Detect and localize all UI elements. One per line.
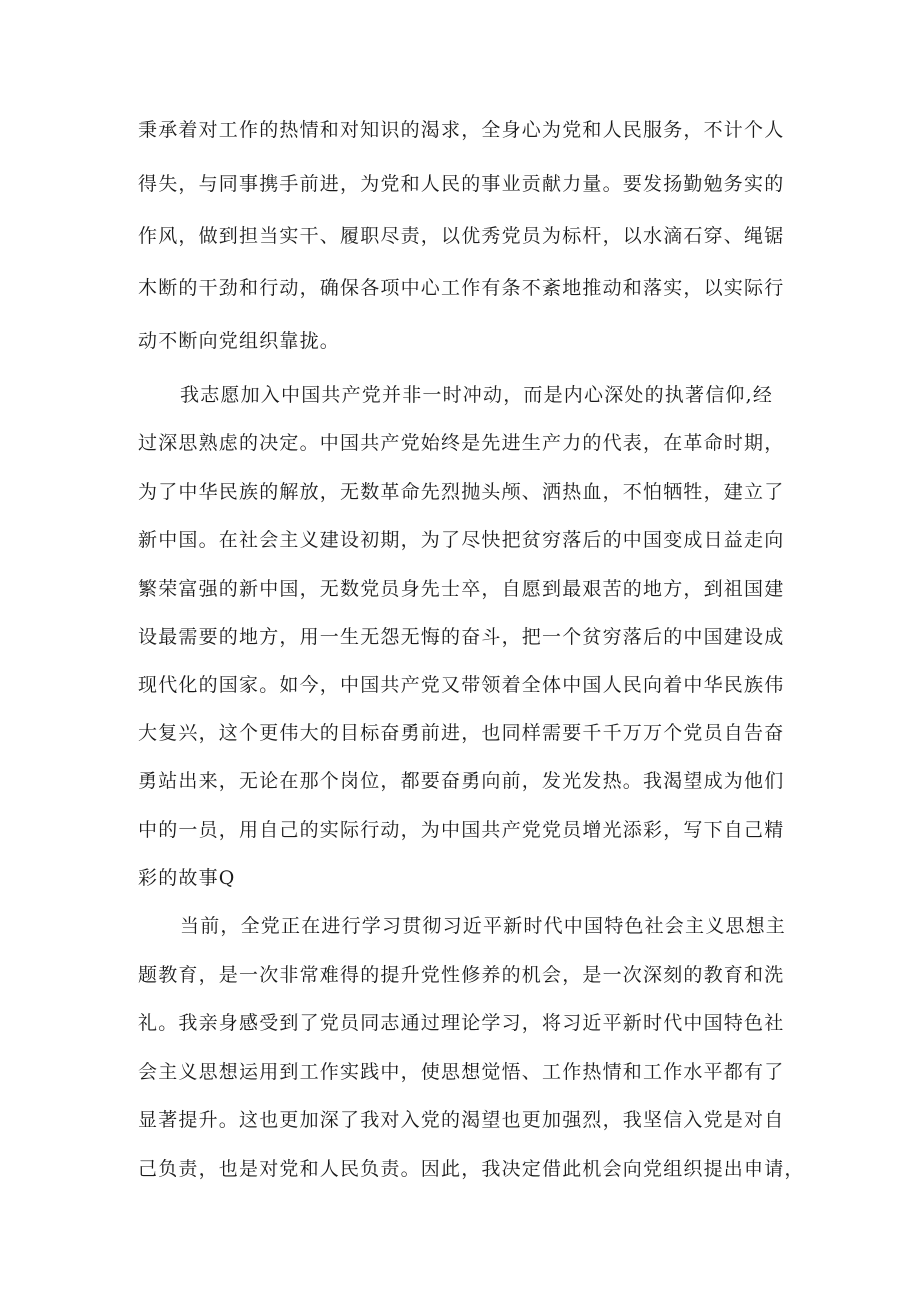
paragraph-3-line-3: 礼。我亲身感受到了党员同志通过理论学习，将习近平新时代中国特色社 xyxy=(138,1012,785,1034)
paragraph-1-line-4: 木断的干劲和行动，确保各项中心工作有条不紊地推动和落实，以实际行 xyxy=(138,277,785,299)
paragraph-2-line-10: 中的一员，用自己的实际行动，为中国共产党党员增光添彩，写下自己精 xyxy=(138,819,785,841)
paragraph-2-line-4: 新中国。在社会主义建设初期，为了尽快把贫穷落后的中国变成日益走向 xyxy=(138,529,785,551)
paragraph-2-line-5: 繁荣富强的新中国，无数党员身先士卒，自愿到最艰苦的地方，到祖国建 xyxy=(138,578,785,600)
paragraph-2-line-2: 过深思熟虑的决定。中国共产党始终是先进生产力的代表，在革命时期， xyxy=(138,432,785,454)
paragraph-1-line-5: 动不断向党组织靠拢。 xyxy=(138,330,341,352)
paragraph-3-line-4: 会主义思想运用到工作实践中，使思想觉悟、工作热情和工作水平都有了 xyxy=(138,1061,785,1083)
paragraph-3-line-5: 显著提升。这也更加深了我对入党的渴望也更加强烈，我坚信入党是对自 xyxy=(138,1109,785,1131)
paragraph-2-line-11: 彩的故事Q xyxy=(138,867,236,889)
paragraph-2-line-7: 现代化的国家。如今，中国共产党又带领着全体中国人民向着中华民族伟 xyxy=(138,674,785,696)
paragraph-1-line-3: 作风，做到担当实干、履职尽责，以优秀党员为标杆，以水滴石穿、绳锯 xyxy=(138,225,785,247)
paragraph-2-line-8: 大复兴，这个更伟大的目标奋勇前进，也同样需要千千万万个党员自告奋 xyxy=(138,722,785,744)
paragraph-2-line-1: 我志愿加入中国共产党并非一时冲动，而是内心深处的执著信仰,经 xyxy=(180,384,774,406)
paragraph-2-line-3: 为了中华民族的解放，无数革命先烈抛头颅、洒热血，不怕牺牲，建立了 xyxy=(138,481,785,503)
paragraph-2-line-9: 勇站出来，无论在那个岗位，都要奋勇向前，发光发热。我渴望成为他们 xyxy=(138,770,785,792)
paragraph-3-line-1: 当前，全党正在进行学习贯彻习近平新时代中国特色社会主义思想主 xyxy=(180,915,787,937)
paragraph-2-line-6: 设最需要的地方，用一生无怨无悔的奋斗，把一个贫穷落后的中国建设成 xyxy=(138,626,785,648)
paragraph-3-line-6: 己负责，也是对党和人民负责。因此，我决定借此机会向党组织提出申请， xyxy=(138,1158,805,1180)
paragraph-1-line-2: 得失，与同事携手前进，为党和人民的事业贡献力量。要发扬勤勉务实的 xyxy=(138,173,785,195)
paragraph-3-line-2: 题教育，是一次非常难得的提升党性修养的机会，是一次深刻的教育和洗 xyxy=(138,964,785,986)
paragraph-1-line-1: 秉承着对工作的热情和对知识的渴求，全身心为党和人民服务，不计个人 xyxy=(138,119,785,141)
